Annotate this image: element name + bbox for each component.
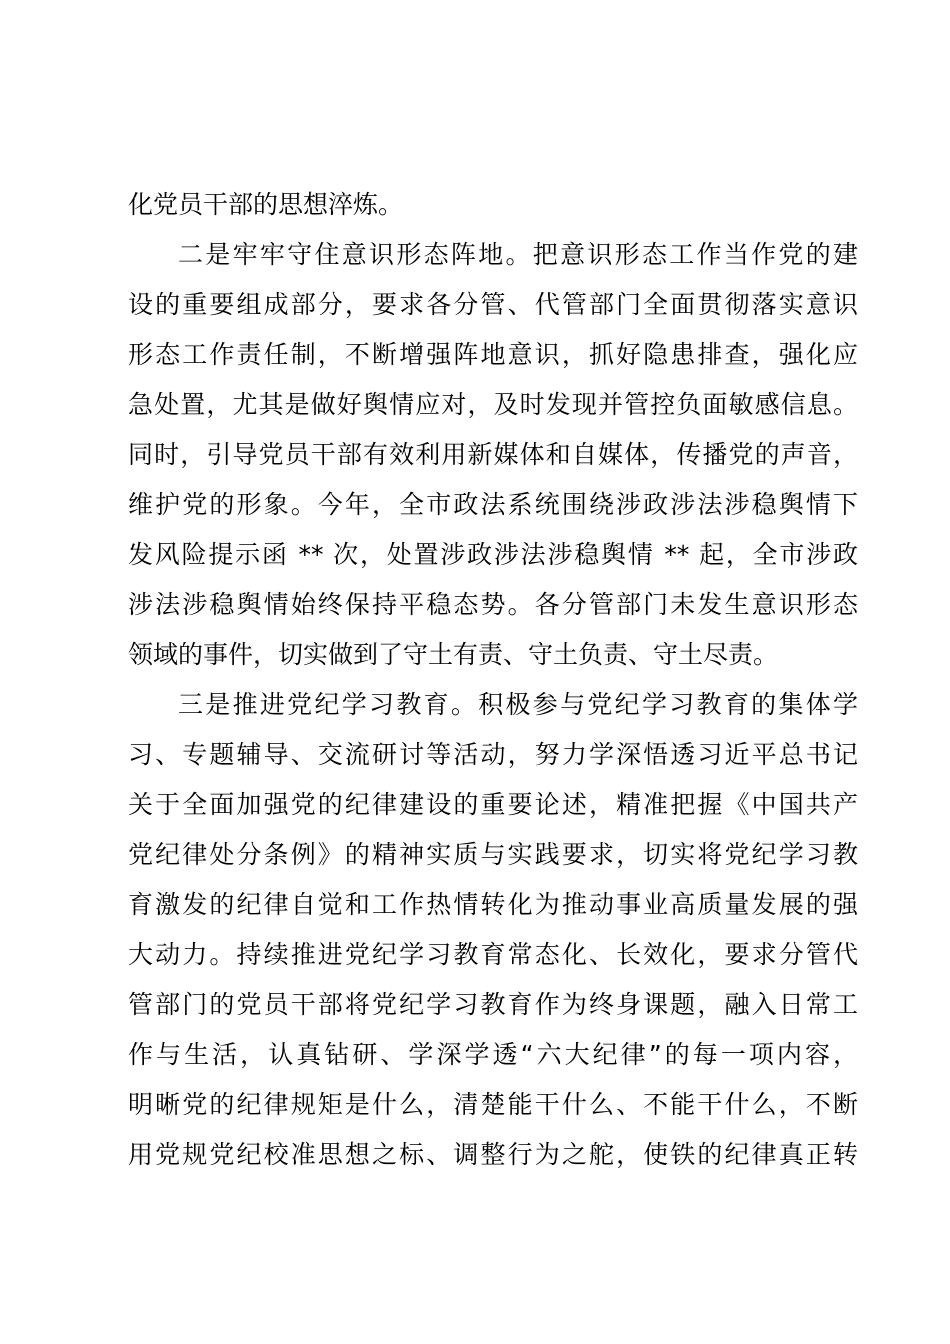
text-line: 发风险提示函 ** 次，处置涉政涉法涉稳舆情 ** 起，全市涉政 [128,540,858,569]
text-line: 关于全面加强党的纪律建设的重要论述，精准把握《中国共产 [128,790,858,819]
paragraph-end-line: 领域的事件，切实做到了守土有责、守土负责、守土尽责。 [128,640,779,669]
text-line: 同时，引导党员干部有效利用新媒体和自媒体，传播党的声音， [128,440,858,469]
text-line: 涉法涉稳舆情始终保持平稳态势。各分管部门未发生意识形态 [128,590,858,619]
document-body [128,180,858,1180]
text-line: 形态工作责任制，不断增强阵地意识，抓好隐患排查，强化应 [128,340,858,369]
paragraph-start-line: 三是推进党纪学习教育。积极参与党纪学习教育的集体学 [178,690,858,719]
text-line: 设的重要组成部分，要求各分管、代管部门全面贯彻落实意识 [128,290,858,319]
text-line: 维护党的形象。今年，全市政法系统围绕涉政涉法涉稳舆情下 [128,490,858,519]
text-line: 急处置，尤其是做好舆情应对，及时发现并管控负面敏感信息。 [128,390,858,419]
text-line: 明晰党的纪律规矩是什么，清楚能干什么、不能干什么，不断 [128,1090,858,1119]
text-line: 大动力。持续推进党纪学习教育常态化、长效化，要求分管代 [128,940,858,969]
text-line: 作与生活，认真钻研、学深学透“六大纪律”的每一项内容， [128,1040,858,1069]
paragraph-start-line: 二是牢牢守住意识形态阵地。把意识形态工作当作党的建 [178,240,858,269]
text-line: 用党规党纪校准思想之标、调整行为之舵，使铁的纪律真正转 [128,1140,858,1169]
text-line: 育激发的纪律自觉和工作热情转化为推动事业高质量发展的强 [128,890,858,919]
text-line: 党纪律处分条例》的精神实质与实践要求，切实将党纪学习教 [128,840,858,869]
text-line: 化党员干部的思想淬炼。 [128,190,404,219]
text-line: 习、专题辅导、交流研讨等活动，努力学深悟透习近平总书记 [128,740,858,769]
text-line: 管部门的党员干部将党纪学习教育作为终身课题，融入日常工 [128,990,858,1019]
